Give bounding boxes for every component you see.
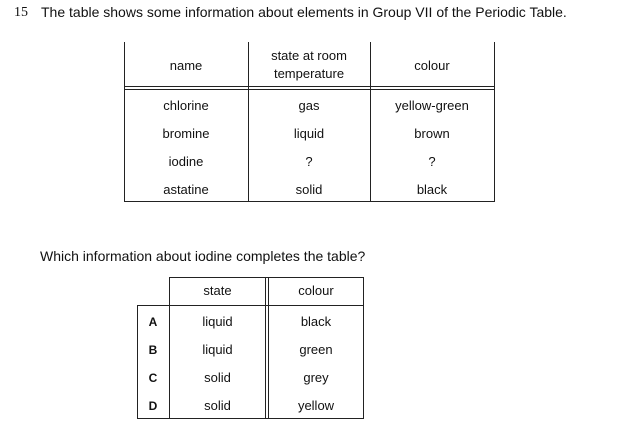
option-letter-d[interactable]: D bbox=[148, 399, 158, 413]
option-state: solid bbox=[204, 398, 231, 413]
element-colour: ? bbox=[428, 154, 436, 169]
question-prompt: Which information about iodine completes the table? bbox=[40, 248, 366, 264]
element-state: gas bbox=[298, 98, 320, 113]
element-state: ? bbox=[305, 154, 313, 169]
option-colour: grey bbox=[303, 370, 329, 385]
option-colour: green bbox=[299, 342, 333, 357]
header-rule bbox=[137, 305, 364, 306]
option-letter-a[interactable]: A bbox=[148, 315, 158, 329]
element-colour: black bbox=[416, 182, 448, 197]
element-state: solid bbox=[295, 182, 323, 197]
table-border-right bbox=[494, 42, 495, 202]
header-state: state bbox=[203, 283, 232, 298]
table-divider bbox=[265, 277, 266, 419]
header-state-line1: state at room bbox=[271, 48, 347, 63]
header-colour: colour bbox=[414, 58, 450, 73]
element-name: chlorine bbox=[163, 98, 209, 113]
table-border-top bbox=[169, 277, 364, 278]
option-letter-c[interactable]: C bbox=[148, 371, 158, 385]
option-state: liquid bbox=[202, 342, 233, 357]
element-state: liquid bbox=[293, 126, 325, 141]
header-name: name bbox=[169, 58, 203, 73]
option-colour: yellow bbox=[297, 398, 335, 413]
option-state: solid bbox=[204, 370, 231, 385]
element-name: astatine bbox=[163, 182, 209, 197]
element-name: bromine bbox=[162, 126, 210, 141]
question-text: The table shows some information about elements in Group VII of the Periodic Table. bbox=[41, 4, 567, 20]
answer-table bbox=[137, 277, 364, 419]
question-number: 15 bbox=[14, 5, 28, 20]
elements-table bbox=[124, 42, 495, 202]
header-state-line2: temperature bbox=[273, 66, 345, 81]
header-rule bbox=[124, 86, 495, 87]
element-colour: yellow-green bbox=[395, 98, 469, 113]
option-letter-b[interactable]: B bbox=[148, 343, 158, 357]
option-colour: black bbox=[300, 314, 332, 329]
header-rule bbox=[124, 89, 495, 90]
table-border-right bbox=[363, 277, 364, 419]
header-colour: colour bbox=[298, 283, 334, 298]
option-state: liquid bbox=[202, 314, 233, 329]
table-border-bottom bbox=[124, 201, 495, 202]
element-colour: brown bbox=[414, 126, 450, 141]
table-border-bottom bbox=[137, 418, 364, 419]
element-name: iodine bbox=[168, 154, 204, 169]
